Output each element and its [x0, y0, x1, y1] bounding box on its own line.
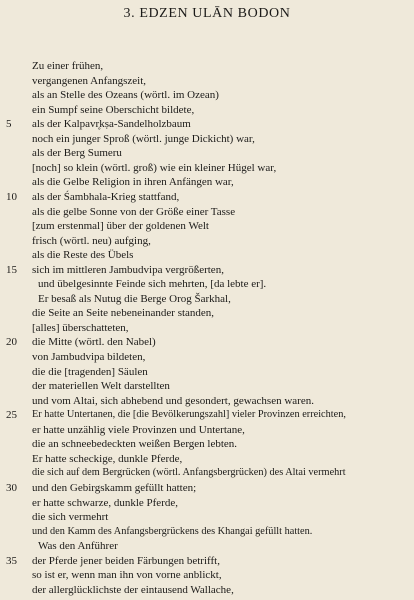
poem-line: so ist er, wenn man ihn von vorne anblickt,: [32, 569, 222, 582]
poem-line: frisch (wörtl. neu) aufging,: [32, 234, 151, 247]
poem-line: sich im mittleren Jambudvipa vergrößerten,: [32, 263, 224, 276]
poem-line: vergangenen Anfangszeit,: [32, 74, 147, 87]
poem-line: als der Śambhala-Krieg stattfand,: [32, 190, 180, 203]
poem-line: von Jambudvipa bildeten,: [32, 351, 146, 363]
poem-line: die Mitte (wörtl. den Nabel): [32, 336, 156, 349]
poem-line: und den Gebirgskamm gefüllt hatten;: [32, 481, 197, 494]
poem-line: [noch] so klein (wörtl. groß) wie ein kleiner Hügel war,: [32, 161, 277, 174]
poem-line: der materiellen Welt darstellten: [32, 380, 170, 393]
poem-line: und vom Altai, sich abhebend und gesondert, gewachsen waren.: [32, 394, 314, 407]
poem-line: als an Stelle des Ozeans (wörtl. im Ozean): [32, 89, 219, 102]
poem-line: die sich vermehrt: [32, 511, 109, 524]
poem-line: als der Kalpavr̥kṣa-Sandelholzbaum: [32, 118, 191, 131]
poem-line: Er besaß als Nutug die Berge Orog Šarkhal,: [38, 292, 231, 305]
poem-line: als der Berg Sumeru: [32, 147, 122, 160]
poem-line: [zum erstenmal] über der goldenen Welt: [32, 220, 209, 233]
poem-line: er hatte unzählig viele Provinzen und Untertane,: [32, 423, 245, 436]
poem-line: Was den Anführer: [38, 540, 118, 553]
poem-line: als die Reste des Übels: [32, 249, 134, 262]
poem-line: die sich auf dem Bergrücken (wörtl. Anfangsbergrücken) des Altai vermehrt: [32, 467, 346, 479]
line-number: 35: [6, 554, 17, 567]
line-number: 25: [6, 409, 17, 422]
line-number: 15: [6, 263, 17, 276]
poem-line: ein Sumpf seine Oberschicht bildete,: [32, 103, 195, 116]
poem-line: Er hatte Untertanen, die [die Bevölkerungszahl] vieler Provinzen erreichten,: [32, 409, 346, 421]
poem-line: die Seite an Seite nebeneinander standen,: [32, 307, 215, 320]
poem-line: der allerglücklichste der eintausend Wallache,: [32, 583, 234, 596]
poem-line: die die [tragenden] Säulen: [32, 365, 148, 378]
poem-line: als die gelbe Sonne von der Größe einer Tasse: [32, 205, 236, 218]
poem-line: Zu einer frühen,: [32, 60, 104, 72]
line-number: 10: [6, 190, 17, 203]
line-number: 30: [6, 481, 17, 494]
poem-line: die an schneebedeckten weißen Bergen lebten.: [32, 438, 238, 451]
line-number: 5: [6, 118, 12, 131]
poem-line: und den Kamm des Anfangsbergrückens des Khangai gefüllt hatten.: [32, 525, 313, 537]
poem-line: er hatte schwarze, dunkle Pferde,: [32, 496, 178, 509]
poem-line: noch ein junger Sproß (wörtl. junge Dickicht) war,: [32, 132, 255, 145]
poem-line: der Pferde jener beiden Färbungen betrifft,: [32, 554, 220, 567]
line-number: 20: [6, 336, 17, 349]
page-title: 3. EDZEN ULĀN BODON: [123, 6, 291, 21]
poem-line: [alles] überschatteten,: [32, 321, 129, 334]
poem-line: und übelgesinnte Feinde sich mehrten, [da lebte er].: [38, 278, 267, 291]
poem-line: Er hatte scheckige, dunkle Pferde,: [32, 452, 183, 465]
poem-line: als die Gelbe Religion in ihren Anfängen war,: [32, 176, 234, 189]
